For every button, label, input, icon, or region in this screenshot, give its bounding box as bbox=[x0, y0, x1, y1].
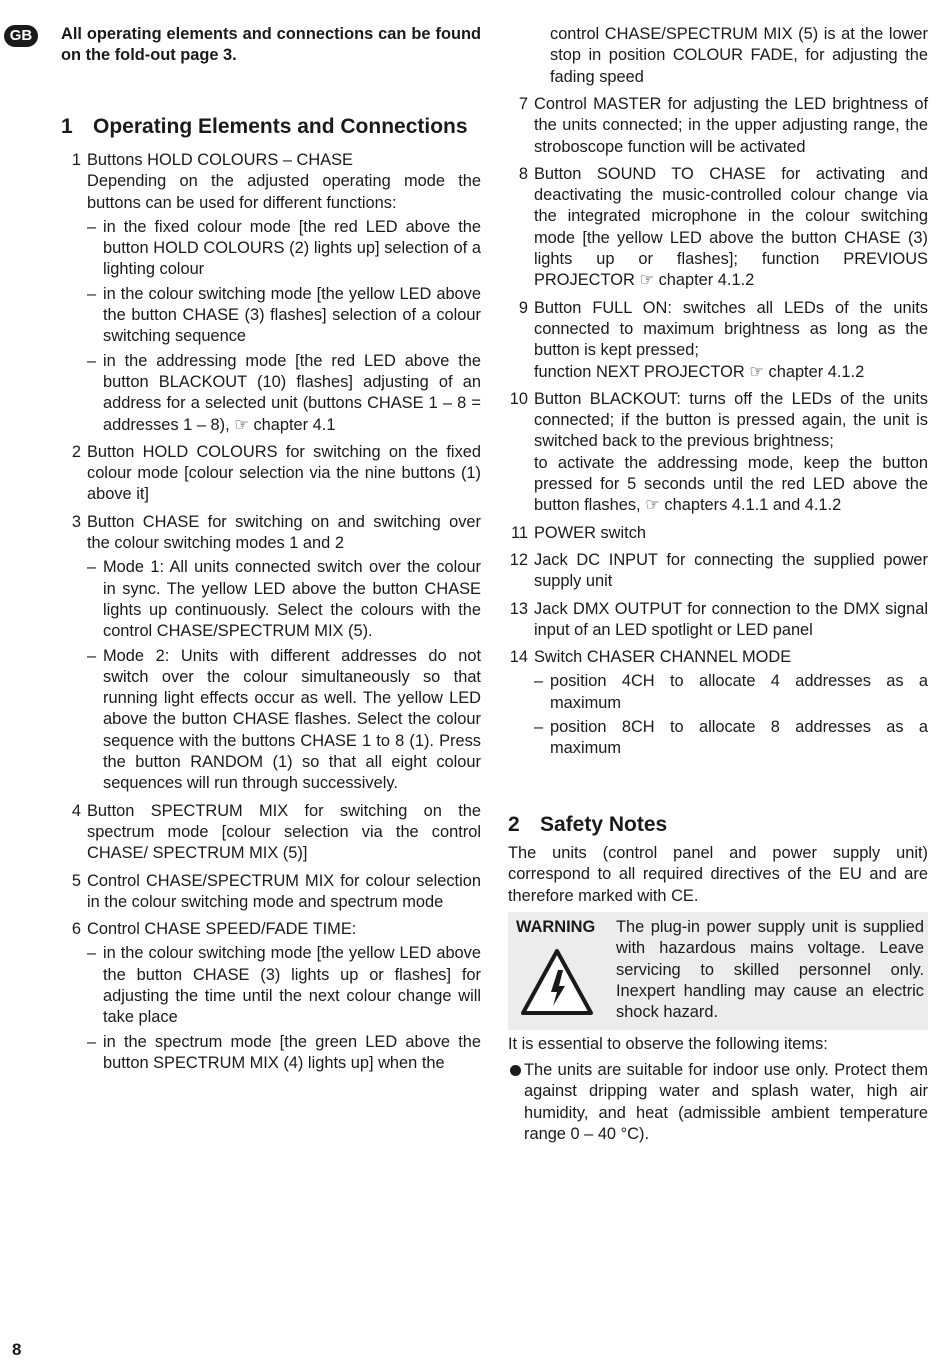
item-number: 13 bbox=[509, 599, 528, 618]
list-item bbox=[508, 523, 928, 544]
safety-bullet-text: The units are suitable for indoor use only. Protect them against dripping water and splash water, high air humidity, and heat (admissible ambient temperature range 0 – 40 °C). bbox=[524, 1061, 928, 1143]
dash-bullet: – bbox=[534, 718, 544, 737]
observe-text: It is essential to observe the following items: bbox=[508, 1035, 828, 1053]
item-number: 10 bbox=[509, 389, 528, 408]
dash-bullet: – bbox=[87, 944, 97, 963]
item-number: 2 bbox=[71, 442, 81, 461]
item-text: function NEXT PROJECTOR ☞ chapter 4.1.2 bbox=[534, 362, 865, 381]
item-text: Switch CHASER CHANNEL MODE bbox=[534, 648, 792, 667]
list-item bbox=[508, 94, 928, 158]
right-item-list bbox=[508, 94, 928, 766]
left-item-list bbox=[61, 150, 481, 1080]
sub-item bbox=[87, 217, 481, 281]
item-number: 9 bbox=[518, 298, 528, 317]
item-number: 11 bbox=[510, 523, 528, 542]
item-number: 14 bbox=[509, 648, 528, 667]
high-voltage-warning-icon bbox=[520, 948, 594, 1016]
list-item bbox=[61, 442, 481, 506]
section2-number: 2 bbox=[508, 813, 520, 836]
sub-item bbox=[87, 284, 481, 348]
sub-item bbox=[87, 557, 481, 642]
page-number: 8 bbox=[12, 1340, 22, 1359]
section1-title: Operating Elements and Connections bbox=[93, 115, 468, 138]
item-number: 4 bbox=[71, 801, 81, 820]
sub-item-text: in the spectrum mode [the green LED above the button SPECTRUM MIX (4) lights up] when the bbox=[103, 1032, 481, 1072]
item-text: Control CHASE/SPECTRUM MIX for colour selection in the colour switching mode and spectrum mode bbox=[87, 871, 481, 911]
dash-bullet: – bbox=[87, 1032, 97, 1051]
section1-heading bbox=[61, 114, 481, 140]
item-number: 7 bbox=[518, 95, 528, 113]
item-text: Button FULL ON: switches all LEDs of the units connected to maximum brightness as long as the button is kept pressed; bbox=[534, 298, 928, 360]
list-item bbox=[61, 150, 481, 436]
sub-item bbox=[87, 1032, 481, 1075]
intro-note: All operating elements and connections can be found on the fold-out page 3. bbox=[61, 25, 481, 65]
item-text: Control MASTER for adjusting the LED brightness of the units connected; in the upper adjusting range, the stroboscope function will be activated bbox=[534, 95, 928, 156]
list-item bbox=[508, 550, 928, 593]
item-text: Jack DMX OUTPUT for connection to the DMX signal input of an LED spotlight or LED panel bbox=[534, 599, 928, 639]
sub-item-text: position 8CH to allocate 8 addresses as a maximum bbox=[550, 718, 928, 758]
item-text: to activate the addressing mode, keep the button pressed for 5 seconds until the red LED above the button flashes, ☞ chapters 4.1.1 and 4.1.2 bbox=[534, 453, 928, 515]
list-item bbox=[508, 599, 928, 642]
item-text: Depending on the adjusted operating mode the buttons can be used for different functions: bbox=[87, 172, 481, 212]
item-number: 8 bbox=[518, 164, 528, 183]
list-item bbox=[61, 919, 481, 1074]
dash-bullet: – bbox=[87, 351, 97, 370]
item-number: 6 bbox=[71, 920, 81, 939]
sub-item-text: in the colour switching mode [the yellow LED above the button CHASE (3) flashes] selection of a colour switching sequence bbox=[103, 284, 481, 346]
item-text: Button BLACKOUT: turns off the LEDs of the units connected; if the button is pressed again, the unit is switched back to the previous brightness; bbox=[534, 389, 928, 451]
sub-item bbox=[534, 717, 928, 760]
sub-item-text: in the fixed colour mode [the red LED above the button HOLD COLOURS (2) lights up] selection of a lighting colour bbox=[103, 217, 481, 279]
list-item bbox=[61, 512, 481, 795]
item-number: 1 bbox=[71, 151, 81, 169]
warning-label: WARNING bbox=[516, 918, 596, 936]
item-text: POWER switch bbox=[534, 523, 647, 542]
item-text: Jack DC INPUT for connecting the supplied power supply unit bbox=[534, 550, 928, 591]
section2-intro: The units (control panel and power supply unit) correspond to all required directives of the EU and are therefore marked with CE. bbox=[508, 844, 928, 905]
bullet-dot-icon bbox=[510, 1065, 521, 1076]
list-item bbox=[61, 801, 481, 865]
section2-title: Safety Notes bbox=[540, 813, 668, 836]
item-text: Button CHASE for switching on and switching over the colour switching modes 1 and 2 bbox=[87, 512, 481, 553]
sub-item bbox=[87, 943, 481, 1028]
item-text: Control CHASE SPEED/FADE TIME: bbox=[87, 920, 357, 939]
dash-bullet: – bbox=[534, 672, 544, 691]
item-text: Buttons HOLD COLOURS – CHASE bbox=[87, 151, 353, 169]
section1-number: 1 bbox=[61, 115, 73, 138]
list-item bbox=[508, 389, 928, 517]
list-item bbox=[508, 164, 928, 292]
sub-item bbox=[87, 646, 481, 795]
item-text: Button SPECTRUM MIX for switching on the spectrum mode [colour selection via the control CHASE/ SPECTRUM MIX (5)] bbox=[87, 801, 481, 863]
sub-item-text: in the addressing mode [the red LED above the button BLACKOUT (10) flashes] adjusting of an address for a selected unit (buttons CHASE 1 – 8 = addresses 1 – 8), ☞ chapter 4.1 bbox=[103, 351, 481, 434]
sub-item-text: Mode 2: Units with different addresses do not switch over the colour simultaneously so that running light effects occur as well. The yellow LED above the button CHASE flashes. Select the colour sequence with the buttons CHASE 1 to 8 (1). Press the button RANDOM (1) so that all eight colour sequences will run through successively. bbox=[103, 646, 481, 793]
list-item bbox=[508, 298, 928, 383]
sub-item-text: in the colour switching mode [the yellow LED above the button CHASE (3) lights up or flashes] for adjusting the time until the next colour change will take place bbox=[103, 944, 481, 1027]
sub-item bbox=[87, 351, 481, 436]
dash-bullet: – bbox=[87, 284, 97, 303]
language-badge: GB bbox=[4, 25, 38, 47]
list-item bbox=[61, 871, 481, 914]
list-item bbox=[508, 647, 928, 759]
warning-box bbox=[508, 912, 928, 1030]
item-number: 12 bbox=[509, 550, 528, 569]
dash-bullet: – bbox=[87, 217, 97, 236]
item-number: 5 bbox=[71, 871, 81, 890]
right-continuation: control CHASE/SPECTRUM MIX (5) is at the lower stop in position COLOUR FADE, for adjusting the fading speed bbox=[550, 25, 928, 86]
section2-heading bbox=[508, 812, 928, 838]
item-text: Button HOLD COLOURS for switching on the fixed colour mode [colour selection via the nine buttons (1) above it] bbox=[87, 442, 481, 504]
item-number: 3 bbox=[71, 512, 81, 531]
warning-text: The plug-in power supply unit is supplied with hazardous mains voltage. Leave servicing to skilled personnel only. Inexpert handling may cause an electric shock hazard. bbox=[616, 918, 924, 1022]
safety-bullet bbox=[508, 1060, 928, 1145]
sub-item bbox=[534, 671, 928, 714]
sub-item-text: position 4CH to allocate 4 addresses as a maximum bbox=[550, 672, 928, 712]
dash-bullet: – bbox=[87, 646, 97, 665]
sub-item-text: Mode 1: All units connected switch over the colour in sync. The yellow LED above the button CHASE lights up continuously. Select the colours with the control CHASE/SPECTRUM MIX (5). bbox=[103, 558, 481, 641]
item-text: Button SOUND TO CHASE for activating and deactivating the music-controlled colour change via the integrated microphone in the colour switching mode [the yellow LED above the button CHASE (3) lights up or flashes]; function PREVIOUS PROJECTOR ☞ chapter 4.1.2 bbox=[534, 164, 928, 290]
dash-bullet: – bbox=[87, 558, 97, 577]
